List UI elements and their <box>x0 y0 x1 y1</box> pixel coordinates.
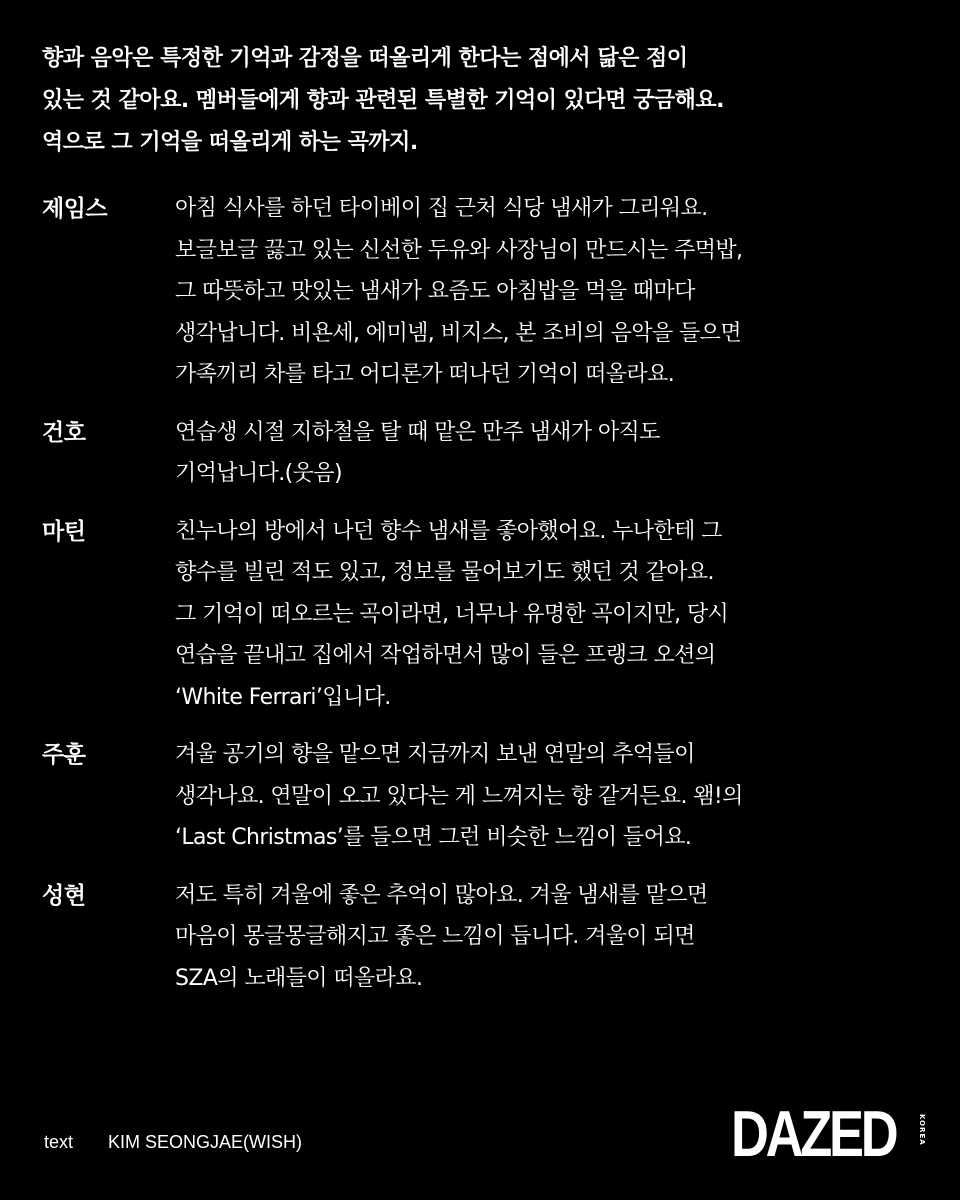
speaker-name: 건호 <box>42 419 86 446</box>
answer-line: 그 따뜻하고 맛있는 냄새가 요즘도 아침밥을 먹을 때마다 <box>175 279 695 304</box>
dazed-logo <box>731 1096 931 1171</box>
answers-list <box>42 188 922 1015</box>
answer-text <box>175 188 922 396</box>
answer-line: 겨울 공기의 향을 맡으면 지금까지 보낸 연말의 추억들이 <box>175 742 695 767</box>
answer-line: 연습생 시절 지하철을 탈 때 맡은 만주 냄새가 아직도 <box>175 419 660 445</box>
answer-line: 보글보글 끓고 있는 신선한 두유와 사장님이 만드시는 주먹밥, <box>175 237 743 263</box>
answer-line: 그 기억이 떠오르는 곡이라면, 너무나 유명한 곡이지만, 당시 <box>175 601 729 627</box>
answer-seonghyeon <box>42 875 922 1000</box>
answer-keonho <box>42 412 922 495</box>
answer-line: 향수를 빌린 적도 있고, 정보를 물어보기도 했던 것 같아요. <box>175 560 714 585</box>
answer-line: ‘White Ferrari’입니다. <box>175 684 391 710</box>
answer-line: 연습을 끝내고 집에서 작업하면서 많이 들은 프랭크 오션의 <box>175 643 716 668</box>
answer-line: 저도 특히 겨울에 좋은 추억이 많아요. 겨울 냄새를 맡으면 <box>175 882 708 908</box>
answer-line: 생각납니다. 비욘세, 에미넴, 비지스, 본 조비의 음악을 들으면 <box>175 320 741 346</box>
speaker-name: 마틴 <box>42 518 86 545</box>
answer-line: ‘Last Christmas’를 들으면 그런 비슷한 느낌이 들어요. <box>175 825 692 850</box>
answer-text <box>175 875 922 1000</box>
answer-line: 마음이 몽글몽글해지고 좋은 느낌이 듭니다. 겨울이 되면 <box>175 924 695 949</box>
answer-text <box>175 511 922 719</box>
answer-line: 친누나의 방에서 나던 향수 냄새를 좋아했어요. 누나한테 그 <box>175 518 722 544</box>
speaker-name: 성현 <box>42 882 86 909</box>
answer-james <box>42 188 922 396</box>
answer-line: 생각나요. 연말이 오고 있다는 게 느껴지는 향 같거든요. 왬!의 <box>175 783 743 809</box>
answer-line: SZA의 노래들이 떠올라요. <box>175 965 423 991</box>
credit-name: KIM SEONGJAE(WISH) <box>108 1132 303 1152</box>
speaker-name: 주훈 <box>42 742 86 768</box>
answer-juhoon <box>42 734 922 859</box>
question-line: 있는 것 같아요. 멤버들에게 향과 관련된 특별한 기억이 있다면 궁금해요. <box>42 88 724 113</box>
logo-subtext: KOREA <box>918 1114 926 1146</box>
question-line: 역으로 그 기억을 떠올리게 하는 곡까지. <box>42 130 418 155</box>
question-line: 향과 음악은 특정한 기억과 감정을 떠올리게 한다는 점에서 닮은 점이 <box>42 46 688 71</box>
answer-text <box>175 734 922 859</box>
answer-line: 기억납니다.(웃음) <box>175 461 342 486</box>
answer-line: 아침 식사를 하던 타이베이 집 근처 식당 냄새가 그리워요. <box>175 196 708 221</box>
credit-label: text <box>44 1132 74 1152</box>
answer-text <box>175 412 922 495</box>
speaker-name: 제임스 <box>42 196 108 222</box>
answer-martin <box>42 511 922 719</box>
interview-question <box>42 38 922 164</box>
answer-line: 가족끼리 차를 타고 어디론가 떠나던 기억이 떠올라요. <box>175 362 675 387</box>
logo-wordmark: DAZED <box>731 1096 896 1171</box>
credit-line <box>44 1128 302 1156</box>
